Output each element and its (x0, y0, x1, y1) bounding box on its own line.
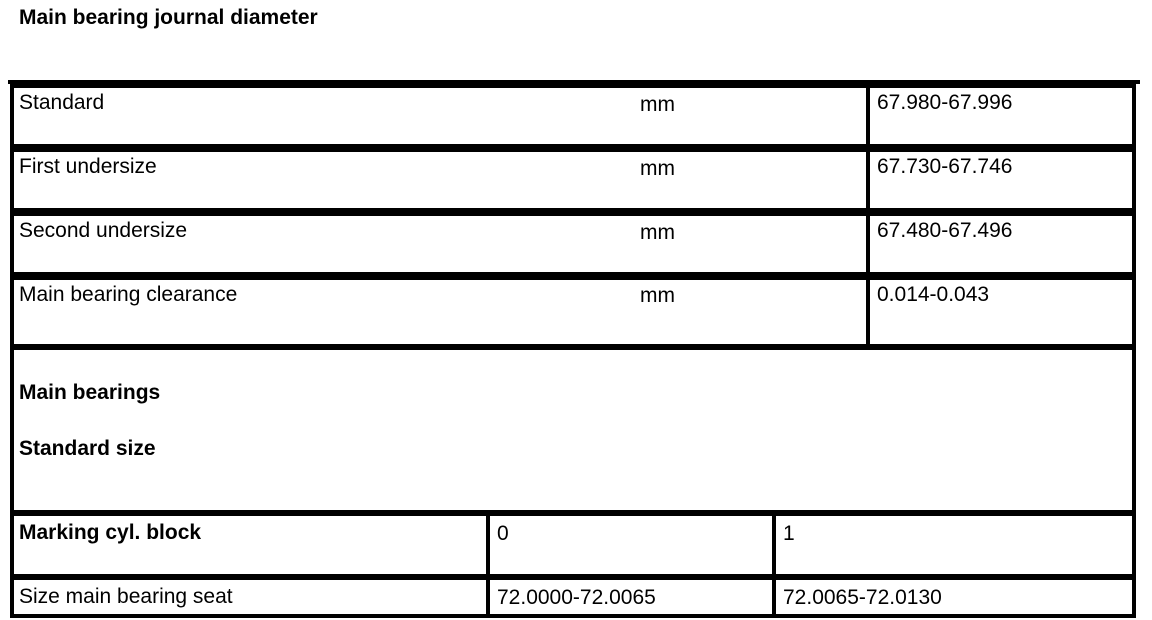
row-unit: mm (640, 93, 675, 116)
row-value: 67.730-67.746 (877, 155, 1013, 178)
row-label: Main bearing clearance (19, 283, 238, 306)
seat-size-label: Size main bearing seat (19, 585, 233, 608)
marking-col1: 0 (497, 522, 509, 545)
row-value: 0.014-0.043 (877, 283, 990, 306)
row-label: Second undersize (19, 219, 188, 242)
seat-size-col2: 72.0065-72.0130 (783, 586, 942, 609)
row-unit: mm (640, 157, 675, 180)
marking-col1-divider (486, 512, 490, 618)
row-unit: mm (640, 221, 675, 244)
row-unit: mm (640, 284, 675, 307)
value-column-divider (866, 84, 870, 348)
row-value: 67.980-67.996 (877, 91, 1013, 114)
marking-col2: 1 (783, 522, 795, 545)
section-subheading: Standard size (19, 437, 156, 460)
row-label: Standard (19, 91, 105, 114)
section-heading: Main bearings (19, 381, 161, 404)
seat-size-col1: 72.0000-72.0065 (497, 586, 656, 609)
marking-label: Marking cyl. block (19, 521, 202, 544)
row-value: 67.480-67.496 (877, 219, 1013, 242)
page-title: Main bearing journal diameter (19, 6, 318, 29)
row-label: First undersize (19, 155, 157, 178)
bearings-section (10, 346, 1136, 514)
marking-col2-divider (772, 512, 776, 618)
